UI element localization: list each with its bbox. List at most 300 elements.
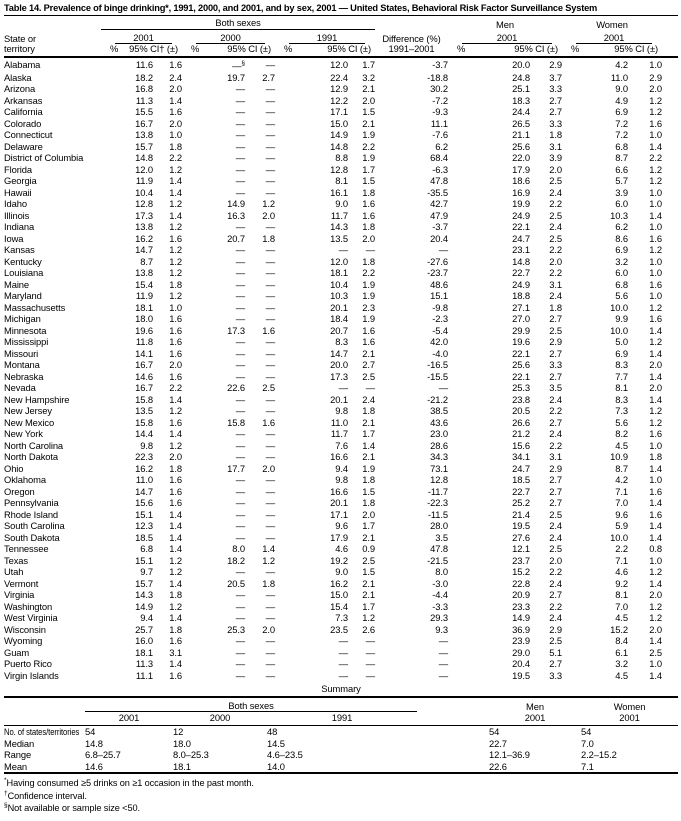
value-cell: — bbox=[265, 646, 275, 658]
row-spacer bbox=[662, 106, 678, 118]
header-spacer bbox=[662, 44, 678, 57]
value-cell: 4.6 bbox=[615, 566, 629, 578]
value-cell: 14.4 bbox=[135, 428, 153, 440]
row-spacer bbox=[662, 555, 678, 567]
value-cell: 16.8 bbox=[135, 83, 153, 95]
summary-value bbox=[267, 749, 417, 761]
value-cell: 19.6 bbox=[512, 336, 531, 348]
table-row bbox=[4, 463, 678, 475]
value-cell: 2.1 bbox=[362, 83, 376, 95]
value-cell: 2.0 bbox=[649, 623, 663, 635]
value-cell: 17.9 bbox=[330, 531, 348, 543]
value-cell: 2.2 bbox=[549, 244, 563, 256]
value-cell: 6.9 bbox=[615, 106, 629, 118]
value-cell: 16.3 bbox=[227, 209, 245, 221]
value-cell: 2.2 bbox=[615, 543, 629, 555]
value-cell: 68.4 bbox=[430, 152, 449, 164]
value-cell: 2.0 bbox=[362, 94, 376, 106]
value-cell: 47.9 bbox=[430, 209, 449, 221]
value-cell: 1.8 bbox=[262, 232, 275, 244]
value-cell: 1.2 bbox=[649, 416, 663, 428]
value-cell: 12.9 bbox=[330, 83, 348, 95]
value-cell: 7.1 bbox=[615, 554, 629, 566]
value-cell: — bbox=[438, 382, 449, 394]
value-cell: — bbox=[265, 451, 275, 463]
pct-label: % bbox=[571, 43, 580, 54]
value-cell: 23.7 bbox=[512, 554, 531, 566]
value-cell: 1.6 bbox=[169, 497, 182, 509]
value-cell: 2.0 bbox=[362, 232, 376, 244]
value-cell: 28.0 bbox=[430, 520, 449, 532]
value-cell: 43.6 bbox=[430, 416, 449, 428]
value-cell: 1.2 bbox=[169, 439, 182, 451]
value-cell: 18.2 bbox=[135, 71, 153, 83]
value-cell: 1.2 bbox=[649, 336, 663, 348]
value-cell: 2.7 bbox=[262, 71, 275, 83]
value-cell: 12.2 bbox=[330, 94, 348, 106]
value-cell: -11.7 bbox=[427, 485, 449, 497]
summary-text: 18.1 bbox=[173, 760, 191, 772]
state-name: Pennsylvania bbox=[4, 497, 59, 509]
value-cell: — bbox=[265, 347, 275, 359]
state-name: Massachusetts bbox=[4, 301, 66, 313]
row-spacer bbox=[662, 440, 678, 452]
value-cell: 11.0 bbox=[135, 474, 153, 486]
value-cell: 2.5 bbox=[649, 646, 663, 658]
both-sexes-group-header: Both sexes bbox=[101, 17, 375, 30]
value-cell: 15.8 bbox=[135, 416, 153, 428]
value-cell: 23.0 bbox=[430, 428, 449, 440]
value-cell: — bbox=[235, 635, 245, 647]
value-cell: 0.8 bbox=[649, 543, 663, 555]
value-cell: 14.3 bbox=[330, 221, 348, 233]
row-spacer bbox=[662, 486, 678, 498]
summary-men-header: Men bbox=[526, 700, 544, 712]
value-cell: 15.4 bbox=[135, 278, 153, 290]
value-cell: 7.0 bbox=[615, 497, 629, 509]
value-cell: — bbox=[338, 382, 348, 394]
value-cell: 1.6 bbox=[169, 59, 182, 71]
value-cell: 15.7 bbox=[135, 140, 153, 152]
value-cell: — bbox=[265, 485, 275, 497]
state-name: Louisiana bbox=[4, 267, 44, 279]
value-cell: 9.4 bbox=[335, 462, 348, 474]
value-cell: 3.3 bbox=[549, 359, 563, 371]
row-spacer bbox=[662, 129, 678, 141]
value-cell: 1.6 bbox=[169, 485, 182, 497]
value-cell: -21.2 bbox=[427, 393, 449, 405]
value-cell: 2.4 bbox=[549, 520, 563, 532]
state-name: Utah bbox=[4, 566, 24, 578]
value-cell: 6.1 bbox=[615, 646, 629, 658]
value-cell: 18.1 bbox=[135, 646, 153, 658]
value-cell: 16.7 bbox=[135, 117, 153, 129]
value-cell: 1.8 bbox=[169, 278, 182, 290]
value-cell: 2.9 bbox=[649, 71, 663, 83]
value-cell: —§ bbox=[232, 60, 245, 72]
value-cell: 1.6 bbox=[362, 324, 376, 336]
value-cell: 1.9 bbox=[362, 152, 376, 164]
summary-label bbox=[4, 761, 85, 774]
value-cell: 4.2 bbox=[615, 59, 629, 71]
value-cell: 1.8 bbox=[362, 497, 376, 509]
value-cell: 21.2 bbox=[512, 428, 531, 440]
row-spacer bbox=[662, 497, 678, 509]
table-row bbox=[4, 210, 678, 222]
value-cell: 29.0 bbox=[512, 646, 531, 658]
value-cell: 13.8 bbox=[135, 221, 153, 233]
value-cell: 22.1 bbox=[512, 347, 531, 359]
row-spacer bbox=[662, 474, 678, 486]
value-cell: 2.7 bbox=[549, 485, 563, 497]
measures-women bbox=[562, 44, 662, 57]
value-cell: 3.1 bbox=[169, 646, 182, 658]
table-row bbox=[4, 371, 678, 383]
value-cell: 6.6 bbox=[615, 163, 629, 175]
value-cell: — bbox=[365, 635, 376, 647]
value-cell: 2.7 bbox=[549, 106, 563, 118]
value-cell: 2.2 bbox=[169, 382, 182, 394]
table-row bbox=[4, 187, 678, 199]
table-row bbox=[4, 106, 678, 118]
value-cell: 2.7 bbox=[549, 370, 563, 382]
value-cell: 16.1 bbox=[330, 186, 348, 198]
value-cell: — bbox=[265, 474, 275, 486]
value-cell: 20.5 bbox=[512, 405, 531, 417]
value-cell: 2.7 bbox=[549, 347, 563, 359]
summary-value bbox=[85, 738, 173, 750]
footnote-text: Confidence interval. bbox=[7, 790, 87, 801]
value-cell: 8.1 bbox=[615, 382, 629, 394]
value-cell: -9.8 bbox=[432, 301, 449, 313]
state-name: Virgin Islands bbox=[4, 669, 59, 681]
value-cell: 7.3 bbox=[615, 405, 629, 417]
state-name: Minnesota bbox=[4, 324, 47, 336]
value-cell: 1.2 bbox=[169, 163, 182, 175]
table-row bbox=[4, 417, 678, 429]
table-row bbox=[4, 394, 678, 406]
value-cell: 28.6 bbox=[430, 439, 449, 451]
value-cell: 27.0 bbox=[512, 313, 531, 325]
summary-value bbox=[581, 726, 678, 738]
table-row bbox=[4, 141, 678, 153]
value-cell: 2.0 bbox=[169, 451, 182, 463]
value-cell: 6.2 bbox=[435, 140, 449, 152]
value-cell: — bbox=[235, 566, 245, 578]
value-cell: 3.5 bbox=[549, 382, 563, 394]
value-cell: 19.2 bbox=[330, 554, 348, 566]
value-cell: 11.1 bbox=[135, 669, 153, 681]
value-cell: 1.9 bbox=[362, 462, 376, 474]
value-cell: 12.8 bbox=[330, 163, 348, 175]
value-cell: 27.6 bbox=[512, 531, 531, 543]
row-spacer bbox=[662, 670, 678, 682]
value-cell: 17.3 bbox=[135, 209, 153, 221]
value-cell: 1.8 bbox=[362, 221, 376, 233]
state-name: California bbox=[4, 106, 43, 118]
summary-value bbox=[85, 726, 173, 738]
value-cell: — bbox=[235, 600, 245, 612]
summary-title: Summary bbox=[321, 683, 361, 695]
value-cell: 3.3 bbox=[549, 669, 563, 681]
summary-value bbox=[85, 761, 173, 774]
value-cell: 8.3 bbox=[615, 359, 629, 371]
header-spacer bbox=[4, 17, 101, 30]
value-cell: 22.6 bbox=[227, 382, 245, 394]
value-cell: -23.7 bbox=[427, 267, 449, 279]
summary-year-row bbox=[4, 712, 678, 726]
summary-text: 14.6 bbox=[85, 760, 103, 772]
value-cell: 23.3 bbox=[512, 600, 531, 612]
value-cell: 1.4 bbox=[649, 577, 663, 589]
value-cell: 21.4 bbox=[512, 508, 531, 520]
row-spacer bbox=[662, 325, 678, 337]
value-cell: 2.5 bbox=[549, 209, 563, 221]
value-cell: -18.8 bbox=[427, 71, 449, 83]
value-cell: 1.0 bbox=[649, 267, 663, 279]
table-row bbox=[4, 336, 678, 348]
value-cell: — bbox=[265, 106, 275, 118]
value-cell: 1.4 bbox=[169, 508, 182, 520]
value-cell: -22.3 bbox=[427, 497, 449, 509]
value-cell: 15.1 bbox=[135, 554, 153, 566]
state-name: Nebraska bbox=[4, 370, 44, 382]
header-spacer bbox=[662, 30, 678, 45]
value-cell: 1.2 bbox=[169, 600, 182, 612]
value-cell: — bbox=[235, 520, 245, 532]
year-label: 2000 bbox=[196, 32, 265, 44]
value-cell: — bbox=[265, 94, 275, 106]
summary-text: 22.6 bbox=[489, 760, 507, 772]
value-cell: 5.6 bbox=[615, 290, 629, 302]
value-cell: 14.9 bbox=[227, 198, 245, 210]
state-name: Guam bbox=[4, 646, 30, 658]
summary-text: 7.1 bbox=[581, 760, 594, 772]
value-cell: 1.0 bbox=[169, 129, 182, 141]
table-row bbox=[4, 428, 678, 440]
value-cell: 1.7 bbox=[362, 600, 376, 612]
value-cell: 2.2 bbox=[549, 198, 563, 210]
header-group-row bbox=[4, 17, 678, 30]
value-cell: — bbox=[265, 290, 275, 302]
row-spacer bbox=[662, 187, 678, 199]
value-cell: 8.2 bbox=[615, 428, 629, 440]
value-cell: 11.6 bbox=[135, 59, 153, 71]
value-cell: 26.6 bbox=[512, 416, 531, 428]
value-cell: 1.6 bbox=[169, 669, 182, 681]
value-cell: 10.4 bbox=[135, 186, 153, 198]
value-cell: — bbox=[265, 278, 275, 290]
summary-group-row bbox=[4, 697, 678, 712]
summary-label bbox=[4, 738, 85, 750]
value-cell: — bbox=[338, 658, 348, 670]
value-cell: 2.2 bbox=[549, 267, 563, 279]
summary-value bbox=[173, 749, 267, 761]
difference-header: Difference (%) bbox=[382, 33, 441, 44]
value-cell: 34.3 bbox=[430, 451, 449, 463]
table-row bbox=[4, 279, 678, 291]
value-cell: 1.6 bbox=[169, 635, 182, 647]
state-name: Puerto Rico bbox=[4, 658, 52, 670]
value-cell: 1.2 bbox=[169, 221, 182, 233]
value-cell: — bbox=[265, 267, 275, 279]
value-cell: 2.0 bbox=[649, 589, 663, 601]
ci-label: 95% CI (±) bbox=[514, 43, 559, 54]
value-cell: 14.8 bbox=[135, 152, 153, 164]
value-cell: 24.7 bbox=[512, 232, 531, 244]
value-cell: -3.0 bbox=[432, 577, 449, 589]
table-row bbox=[4, 152, 678, 164]
ci-label: 95% CI† (±) bbox=[129, 43, 178, 54]
value-cell: 9.3 bbox=[435, 623, 449, 635]
value-cell: 1.2 bbox=[262, 198, 275, 210]
value-cell: 10.0 bbox=[610, 324, 629, 336]
value-cell: -2.3 bbox=[432, 313, 449, 325]
value-cell: 15.6 bbox=[135, 497, 153, 509]
value-cell: 2.0 bbox=[262, 623, 275, 635]
value-cell: 14.8 bbox=[512, 255, 531, 267]
value-cell: 2.0 bbox=[549, 255, 563, 267]
value-cell: 2.4 bbox=[362, 393, 376, 405]
row-spacer bbox=[662, 578, 678, 590]
value-cell: — bbox=[265, 129, 275, 141]
state-name: Kansas bbox=[4, 244, 35, 256]
value-cell: 1.4 bbox=[649, 635, 663, 647]
value-cell: 8.7 bbox=[615, 152, 629, 164]
value-cell: 3.1 bbox=[549, 451, 563, 463]
value-cell: 11.0 bbox=[330, 416, 348, 428]
value-cell: 1.4 bbox=[169, 658, 182, 670]
summary-text: No. of states/territories bbox=[4, 726, 80, 738]
value-cell: 1.4 bbox=[649, 324, 663, 336]
value-cell: -9.3 bbox=[432, 106, 449, 118]
value-cell: 18.6 bbox=[512, 175, 531, 187]
value-cell: 11.8 bbox=[135, 336, 153, 348]
value-cell: 3.1 bbox=[549, 278, 563, 290]
value-cell: 15.8 bbox=[227, 416, 245, 428]
value-cell: 15.1 bbox=[135, 508, 153, 520]
table-row bbox=[4, 474, 678, 486]
value-cell: 16.9 bbox=[512, 186, 531, 198]
value-cell: 16.2 bbox=[135, 232, 153, 244]
value-cell: 1.7 bbox=[362, 59, 376, 71]
value-cell: 25.7 bbox=[135, 623, 153, 635]
summary-value bbox=[489, 726, 581, 738]
value-cell: 2.5 bbox=[549, 508, 563, 520]
value-cell: 3.3 bbox=[549, 117, 563, 129]
table-row bbox=[4, 405, 678, 417]
value-cell: 24.8 bbox=[512, 71, 531, 83]
row-spacer bbox=[662, 624, 678, 636]
value-cell: 1.2 bbox=[649, 600, 663, 612]
value-cell: 24.9 bbox=[512, 209, 531, 221]
value-cell: 2.5 bbox=[362, 554, 376, 566]
table-row bbox=[4, 198, 678, 210]
footnote bbox=[4, 801, 678, 814]
value-cell: — bbox=[265, 163, 275, 175]
value-cell: -27.6 bbox=[427, 255, 449, 267]
value-cell: 3.5 bbox=[435, 531, 449, 543]
value-cell: 24.7 bbox=[512, 462, 531, 474]
summary-body bbox=[4, 726, 678, 774]
table-row bbox=[4, 612, 678, 624]
value-cell: — bbox=[265, 175, 275, 187]
state-name: District of Columbia bbox=[4, 152, 84, 164]
value-cell: 19.7 bbox=[227, 71, 245, 83]
value-cell: — bbox=[235, 428, 245, 440]
summary-value bbox=[581, 761, 678, 774]
summary-text: 2.2–15.2 bbox=[581, 749, 617, 761]
value-cell: — bbox=[235, 163, 245, 175]
year-label: 2001 bbox=[462, 32, 552, 44]
value-cell: 11.3 bbox=[135, 658, 153, 670]
state-name: Arizona bbox=[4, 83, 36, 95]
summary-text: Median bbox=[4, 737, 35, 749]
value-cell: — bbox=[265, 531, 275, 543]
value-cell: 8.7 bbox=[615, 462, 629, 474]
value-cell: 2.9 bbox=[549, 462, 563, 474]
value-cell: 1.9 bbox=[362, 290, 376, 302]
state-name: Washington bbox=[4, 600, 53, 612]
value-cell: — bbox=[438, 635, 449, 647]
table-row bbox=[4, 118, 678, 130]
value-cell: 12.8 bbox=[430, 474, 449, 486]
value-cell: 15.2 bbox=[610, 623, 629, 635]
men-year-header bbox=[448, 30, 562, 45]
row-spacer bbox=[662, 359, 678, 371]
table-row bbox=[4, 670, 678, 682]
summary-value bbox=[173, 761, 267, 774]
table-row bbox=[4, 359, 678, 371]
value-cell: 47.8 bbox=[430, 543, 449, 555]
state-label-line2: territory bbox=[4, 44, 101, 57]
value-cell: 3.2 bbox=[615, 658, 629, 670]
value-cell: 25.6 bbox=[512, 140, 531, 152]
value-cell: -4.0 bbox=[432, 347, 449, 359]
measures-men bbox=[448, 44, 562, 57]
value-cell: 11.7 bbox=[330, 428, 348, 440]
value-cell: 1.0 bbox=[649, 255, 663, 267]
row-spacer bbox=[662, 198, 678, 210]
summary-label bbox=[4, 749, 85, 761]
value-cell: 9.8 bbox=[335, 405, 348, 417]
value-cell: — bbox=[235, 612, 245, 624]
summary-value bbox=[267, 726, 417, 738]
summary-value bbox=[173, 726, 267, 738]
state-name: Oklahoma bbox=[4, 474, 46, 486]
value-cell: — bbox=[438, 244, 449, 256]
row-spacer bbox=[662, 566, 678, 578]
row-spacer bbox=[662, 532, 678, 544]
state-name: Missouri bbox=[4, 347, 39, 359]
value-cell: 8.1 bbox=[615, 589, 629, 601]
row-spacer bbox=[662, 382, 678, 394]
value-cell: 2.4 bbox=[549, 612, 563, 624]
value-cell: — bbox=[338, 635, 348, 647]
value-cell: 2.5 bbox=[549, 635, 563, 647]
value-cell: 7.3 bbox=[335, 612, 348, 624]
value-cell: 7.2 bbox=[615, 129, 629, 141]
value-cell: — bbox=[235, 175, 245, 187]
value-cell: 14.8 bbox=[330, 140, 348, 152]
value-cell: — bbox=[338, 646, 348, 658]
table-row bbox=[4, 233, 678, 245]
value-cell: 1.4 bbox=[169, 209, 182, 221]
value-cell: 12.3 bbox=[135, 520, 153, 532]
value-cell: 8.3 bbox=[615, 393, 629, 405]
value-cell: 34.1 bbox=[512, 451, 531, 463]
value-cell: 20.1 bbox=[330, 497, 348, 509]
